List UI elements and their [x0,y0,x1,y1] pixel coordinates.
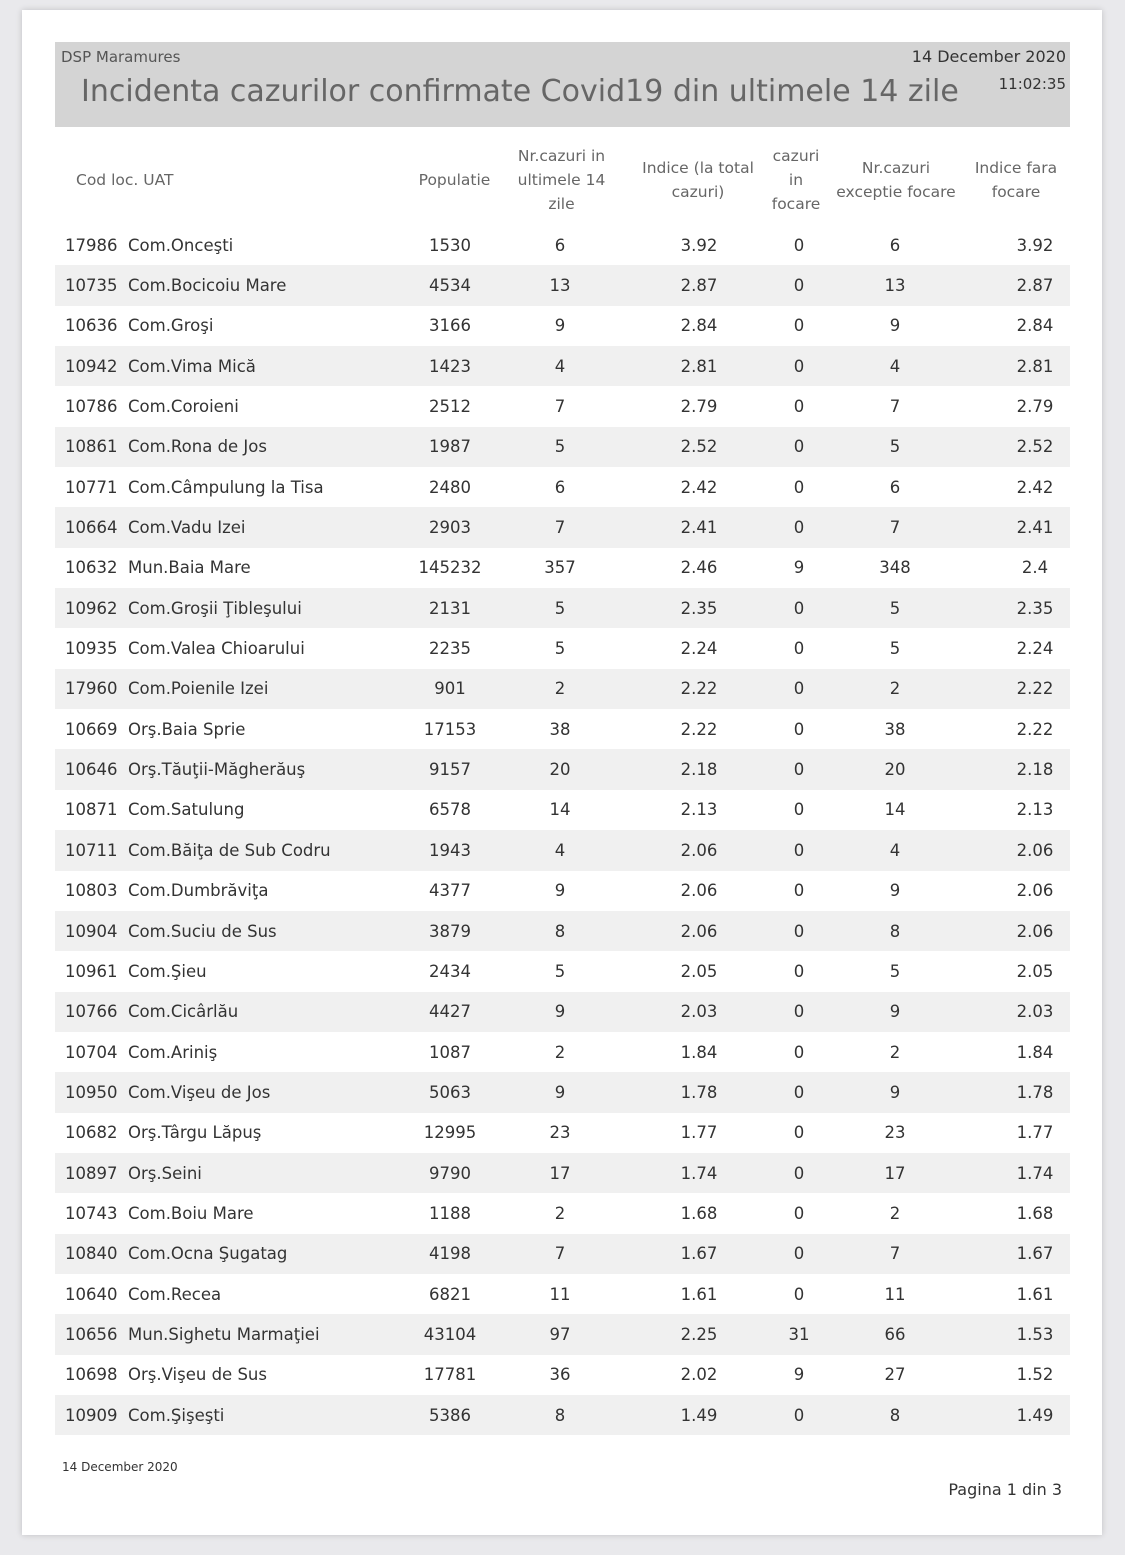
cell-exceptie: 9 [889,316,901,336]
cell-indice: 2.06 [680,921,718,941]
cell-cazuri: 2 [554,1042,566,1062]
table-row [55,628,1070,668]
cell-populatie: 9790 [429,1163,471,1183]
cell-exceptie: 5 [889,437,901,457]
cell-uat: Com.Satulung [128,800,245,820]
cell-uat: Com.Ocna Şugatag [128,1244,288,1264]
cell-cazuri: 14 [549,800,571,820]
cell-cod: 10961 [65,961,118,981]
cell-cod: 10766 [65,1002,118,1022]
table-row [55,749,1070,789]
cell-indice-fara: 1.78 [1016,1082,1054,1102]
cell-cod: 10897 [65,1163,118,1183]
cell-cazuri: 7 [554,518,566,538]
cell-focare: 0 [793,356,805,376]
cell-cod: 10656 [65,1324,118,1344]
report-banner [55,42,1070,127]
cell-focare: 0 [793,840,805,860]
table-row [55,1234,1070,1274]
cell-cod: 10771 [65,477,118,497]
cell-populatie: 2512 [429,397,471,417]
cell-cod: 10743 [65,1203,118,1223]
cell-indice: 2.05 [680,961,718,981]
cell-exceptie: 348 [879,558,911,578]
col-header-populatie: Populatie [418,171,491,189]
cell-exceptie: 9 [889,1002,901,1022]
cell-populatie: 901 [434,679,466,699]
col-header-indice: Indice (la total cazuri) [642,159,754,201]
table-row [55,1395,1070,1435]
table-row [55,1032,1070,1072]
table-row [55,992,1070,1032]
cell-exceptie: 7 [889,1244,901,1264]
cell-populatie: 1530 [429,235,471,255]
cell-cod: 17986 [65,235,118,255]
cell-exceptie: 6 [889,235,901,255]
cell-cod: 10682 [65,1123,118,1143]
cell-indice: 2.22 [680,719,718,739]
cell-focare: 0 [793,1203,805,1223]
cell-indice-fara: 2.22 [1016,679,1054,699]
cell-cazuri: 5 [554,598,566,618]
cell-indice-fara: 2.24 [1016,639,1054,659]
cell-indice-fara: 2.81 [1016,356,1054,376]
cell-uat: Com.Groşii Ţibleşului [128,598,302,618]
cell-exceptie: 5 [889,598,901,618]
table-row [55,1355,1070,1395]
cell-indice-fara: 1.67 [1016,1244,1054,1264]
cell-uat: Com.Vima Mică [128,356,256,376]
cell-indice-fara: 2.79 [1016,397,1054,417]
cell-exceptie: 9 [889,1082,901,1102]
cell-populatie: 3166 [429,316,471,336]
cell-indice-fara: 2.05 [1016,961,1054,981]
cell-populatie: 2235 [429,639,471,659]
cell-indice: 2.81 [680,356,718,376]
cell-indice: 1.74 [680,1163,718,1183]
cell-exceptie: 38 [884,719,906,739]
cell-populatie: 6578 [429,800,471,820]
cell-indice: 2.24 [680,639,718,659]
cell-populatie: 4534 [429,276,471,296]
cell-indice: 1.61 [680,1284,718,1304]
table-row [55,306,1070,346]
cell-cod: 10704 [65,1042,118,1062]
cell-focare: 9 [793,1365,805,1385]
cell-indice-fara: 1.74 [1016,1163,1054,1183]
cell-indice-fara: 1.52 [1016,1365,1054,1385]
cell-populatie: 5386 [429,1405,471,1425]
cell-focare: 0 [793,1082,805,1102]
cell-exceptie: 2 [889,1203,901,1223]
table-row [55,871,1070,911]
cell-exceptie: 23 [884,1123,906,1143]
cell-uat: Com.Dumbrăviţa [128,881,269,901]
table-row [55,951,1070,991]
cell-focare: 0 [793,477,805,497]
cell-cod: 10861 [65,437,118,457]
cell-focare: 0 [793,1002,805,1022]
cell-uat: Com.Vadu Izei [128,518,246,538]
cell-focare: 0 [793,1405,805,1425]
cell-indice: 2.18 [680,760,718,780]
cell-exceptie: 6 [889,477,901,497]
cell-cod: 10935 [65,639,118,659]
cell-populatie: 2480 [429,477,471,497]
table-row [55,427,1070,467]
cell-cod: 10711 [65,840,118,860]
table-row [55,1113,1070,1153]
cell-indice: 2.84 [680,316,718,336]
cell-uat: Com.Băiţa de Sub Codru [128,840,331,860]
cell-indice-fara: 2.42 [1016,477,1054,497]
cell-indice-fara: 2.06 [1016,840,1054,860]
cell-indice-fara: 2.18 [1016,760,1054,780]
table-row [55,507,1070,547]
cell-indice: 2.87 [680,276,718,296]
cell-cod: 10786 [65,397,118,417]
report-time: 11:02:35 [998,75,1066,93]
cell-cod: 10735 [65,276,118,296]
cell-cazuri: 97 [549,1324,571,1344]
cell-uat: Orş.Vişeu de Sus [128,1365,267,1385]
cell-indice: 1.78 [680,1082,718,1102]
cell-uat: Com.Boiu Mare [128,1203,254,1223]
cell-uat: Com.Rona de Jos [128,437,267,457]
cell-indice-fara: 1.53 [1016,1324,1054,1344]
cell-uat: Orş.Târgu Lăpuş [128,1123,262,1143]
table-row [55,1072,1070,1112]
cell-uat: Mun.Sighetu Marmaţiei [128,1324,320,1344]
cell-indice-fara: 3.92 [1016,235,1054,255]
cell-indice: 2.25 [680,1324,718,1344]
cell-cazuri: 5 [554,639,566,659]
cell-focare: 0 [793,316,805,336]
cell-populatie: 1188 [429,1203,471,1223]
cell-uat: Com.Cicârlău [128,1002,239,1022]
cell-populatie: 1087 [429,1042,471,1062]
cell-uat: Com.Vişeu de Jos [128,1082,271,1102]
cell-cazuri: 13 [549,276,571,296]
cell-exceptie: 5 [889,639,901,659]
data-table [55,225,1070,1435]
cell-populatie: 4427 [429,1002,471,1022]
col-header-cod-uat: Cod loc. UAT [76,171,174,189]
cell-exceptie: 13 [884,276,906,296]
cell-populatie: 145232 [418,558,482,578]
table-row [55,830,1070,870]
cell-uat: Com.Recea [128,1284,222,1304]
table-row [55,1274,1070,1314]
cell-exceptie: 2 [889,679,901,699]
cell-indice: 1.84 [680,1042,718,1062]
report-date: 14 December 2020 [911,47,1066,66]
cell-exceptie: 17 [884,1163,906,1183]
cell-indice-fara: 1.77 [1016,1123,1054,1143]
cell-cazuri: 6 [554,235,566,255]
cell-cazuri: 9 [554,1002,566,1022]
cell-cazuri: 4 [554,356,566,376]
cell-cazuri: 23 [549,1123,571,1143]
cell-uat: Orş.Seini [128,1163,202,1183]
col-header-focare: cazuri in focare [771,147,821,213]
cell-populatie: 5063 [429,1082,471,1102]
table-row [55,548,1070,588]
cell-indice: 3.92 [680,235,718,255]
cell-indice: 1.49 [680,1405,718,1425]
cell-indice: 2.52 [680,437,718,457]
cell-uat: Com.Şişeşti [128,1405,225,1425]
col-header-cazuri: Nr.cazuri in ultimele 14 zile [517,147,606,213]
organization-label: DSP Maramures [61,48,181,66]
table-row [55,588,1070,628]
cell-exceptie: 2 [889,1042,901,1062]
cell-focare: 0 [793,397,805,417]
cell-cazuri: 36 [549,1365,571,1385]
cell-focare: 0 [793,719,805,739]
cell-populatie: 3879 [429,921,471,941]
cell-indice: 2.13 [680,800,718,820]
cell-cazuri: 2 [554,679,566,699]
cell-focare: 31 [788,1324,810,1344]
cell-indice-fara: 2.35 [1016,598,1054,618]
cell-cazuri: 357 [544,558,576,578]
cell-indice: 2.02 [680,1365,718,1385]
cell-cazuri: 7 [554,397,566,417]
cell-exceptie: 7 [889,397,901,417]
cell-indice: 2.06 [680,840,718,860]
footer-date: 14 December 2020 [62,1460,178,1474]
cell-focare: 0 [793,598,805,618]
cell-cod: 10698 [65,1365,118,1385]
cell-populatie: 4198 [429,1244,471,1264]
cell-exceptie: 8 [889,921,901,941]
cell-cod: 10950 [65,1082,118,1102]
cell-focare: 9 [793,558,805,578]
cell-indice-fara: 2.52 [1016,437,1054,457]
cell-populatie: 2131 [429,598,471,618]
cell-focare: 0 [793,760,805,780]
cell-cod: 10636 [65,316,118,336]
cell-uat: Com.Coroieni [128,397,239,417]
cell-cod: 10632 [65,558,118,578]
table-row [55,709,1070,749]
cell-populatie: 2434 [429,961,471,981]
cell-focare: 0 [793,276,805,296]
table-row [55,1153,1070,1193]
cell-indice-fara: 2.41 [1016,518,1054,538]
cell-focare: 0 [793,961,805,981]
cell-cod: 10803 [65,881,118,901]
cell-exceptie: 5 [889,961,901,981]
table-row [55,669,1070,709]
table-row [55,1314,1070,1354]
cell-indice: 2.03 [680,1002,718,1022]
cell-indice: 1.67 [680,1244,718,1264]
cell-populatie: 1943 [429,840,471,860]
cell-cazuri: 9 [554,316,566,336]
cell-uat: Com.Poienile Izei [128,679,269,699]
cell-indice: 2.41 [680,518,718,538]
cell-cod: 10646 [65,760,118,780]
cell-indice-fara: 2.13 [1016,800,1054,820]
col-header-indice-fara: Indice fara focare [974,159,1058,201]
cell-uat: Orş.Tăuţii-Măgherăuş [128,760,306,780]
cell-exceptie: 11 [884,1284,906,1304]
cell-exceptie: 14 [884,800,906,820]
cell-cod: 10904 [65,921,118,941]
table-row [55,386,1070,426]
cell-uat: Com.Şieu [128,961,207,981]
cell-focare: 0 [793,679,805,699]
cell-indice: 2.06 [680,881,718,901]
cell-cod: 10669 [65,719,118,739]
cell-exceptie: 4 [889,356,901,376]
cell-exceptie: 4 [889,840,901,860]
cell-indice-fara: 2.06 [1016,881,1054,901]
cell-populatie: 4377 [429,881,471,901]
cell-focare: 0 [793,1244,805,1264]
cell-cazuri: 38 [549,719,571,739]
cell-exceptie: 66 [884,1324,906,1344]
cell-cazuri: 9 [554,881,566,901]
cell-cod: 10942 [65,356,118,376]
cell-exceptie: 7 [889,518,901,538]
cell-uat: Com.Groşi [128,316,214,336]
cell-cod: 10664 [65,518,118,538]
cell-populatie: 43104 [423,1324,477,1344]
cell-populatie: 9157 [429,760,471,780]
table-row [55,346,1070,386]
cell-cod: 10871 [65,800,118,820]
cell-cazuri: 2 [554,1203,566,1223]
cell-cazuri: 20 [549,760,571,780]
cell-cazuri: 5 [554,437,566,457]
table-row [55,225,1070,265]
cell-focare: 0 [793,437,805,457]
cell-uat: Com.Suciu de Sus [128,921,277,941]
cell-indice-fara: 1.49 [1016,1405,1054,1425]
cell-focare: 0 [793,1163,805,1183]
table-row [55,1193,1070,1233]
cell-populatie: 1423 [429,356,471,376]
cell-cazuri: 9 [554,1082,566,1102]
cell-indice: 2.42 [680,477,718,497]
cell-indice: 2.46 [680,558,718,578]
cell-indice-fara: 1.68 [1016,1203,1054,1223]
cell-focare: 0 [793,518,805,538]
cell-cazuri: 4 [554,840,566,860]
cell-exceptie: 8 [889,1405,901,1425]
cell-focare: 0 [793,1123,805,1143]
table-row [55,265,1070,305]
cell-indice-fara: 2.4 [1021,558,1049,578]
table-row [55,467,1070,507]
cell-populatie: 2903 [429,518,471,538]
cell-cazuri: 8 [554,921,566,941]
cell-uat: Mun.Baia Mare [128,558,251,578]
cell-indice: 2.22 [680,679,718,699]
cell-cazuri: 7 [554,1244,566,1264]
cell-cod: 10840 [65,1244,118,1264]
cell-populatie: 17781 [423,1365,477,1385]
cell-populatie: 1987 [429,437,471,457]
cell-populatie: 12995 [423,1123,477,1143]
report-title: Incidenta cazurilor confirmate Covid19 din ultimele 14 zile [81,74,959,109]
cell-cod: 17960 [65,679,118,699]
cell-indice: 2.79 [680,397,718,417]
cell-indice-fara: 2.03 [1016,1002,1054,1022]
table-row [55,790,1070,830]
cell-focare: 0 [793,235,805,255]
cell-cazuri: 11 [549,1284,571,1304]
table-row [55,911,1070,951]
cell-focare: 0 [793,1284,805,1304]
cell-focare: 0 [793,1042,805,1062]
cell-exceptie: 9 [889,881,901,901]
cell-focare: 0 [793,800,805,820]
cell-cazuri: 5 [554,961,566,981]
cell-indice: 1.68 [680,1203,718,1223]
cell-cod: 10640 [65,1284,118,1304]
cell-indice: 2.35 [680,598,718,618]
cell-focare: 0 [793,639,805,659]
cell-exceptie: 27 [884,1365,906,1385]
cell-cod: 10909 [65,1405,118,1425]
cell-uat: Com.Onceşti [128,235,234,255]
cell-cazuri: 8 [554,1405,566,1425]
cell-cazuri: 6 [554,477,566,497]
col-header-exceptie: Nr.cazuri exceptie focare [836,159,956,201]
report-page [22,10,1102,1535]
cell-exceptie: 20 [884,760,906,780]
cell-indice-fara: 1.61 [1016,1284,1054,1304]
cell-cod: 10962 [65,598,118,618]
cell-uat: Orş.Baia Sprie [128,719,246,739]
cell-indice-fara: 2.22 [1016,719,1054,739]
cell-indice-fara: 2.84 [1016,316,1054,336]
cell-indice-fara: 1.84 [1016,1042,1054,1062]
cell-uat: Com.Valea Chioarului [128,639,305,659]
cell-populatie: 17153 [423,719,477,739]
cell-uat: Com.Bocicoiu Mare [128,276,287,296]
cell-indice-fara: 2.87 [1016,276,1054,296]
cell-focare: 0 [793,921,805,941]
page-number: Pagina 1 din 3 [948,1480,1062,1499]
cell-indice-fara: 2.06 [1016,921,1054,941]
cell-indice: 1.77 [680,1123,718,1143]
cell-uat: Com.Ariniş [128,1042,218,1062]
cell-uat: Com.Câmpulung la Tisa [128,477,324,497]
cell-cazuri: 17 [549,1163,571,1183]
cell-focare: 0 [793,881,805,901]
cell-populatie: 6821 [429,1284,471,1304]
